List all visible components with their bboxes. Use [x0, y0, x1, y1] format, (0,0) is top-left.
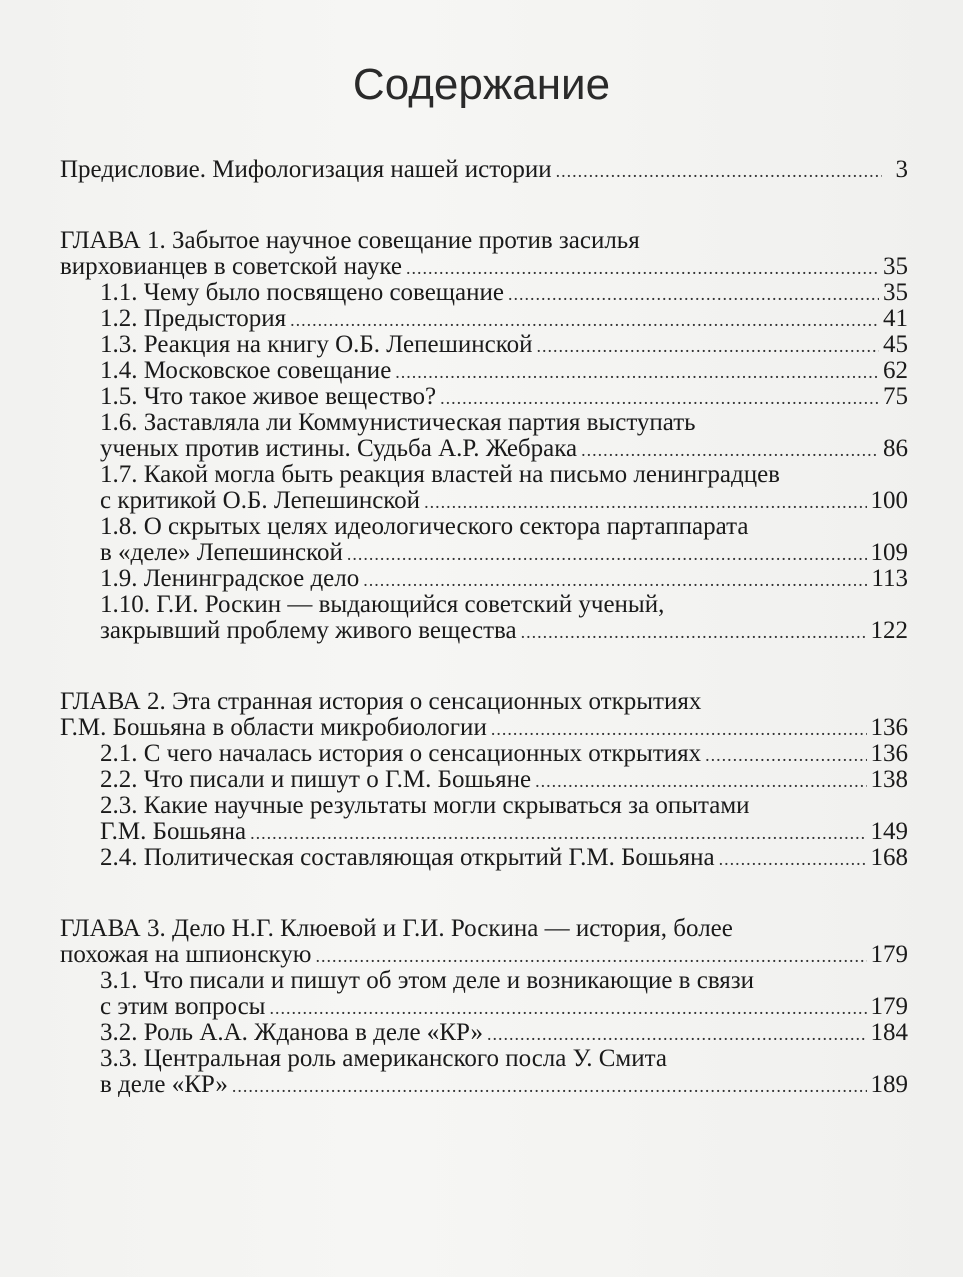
dot-leader	[556, 158, 882, 184]
toc-section	[60, 566, 908, 592]
toc-page-number: 122	[870, 617, 908, 644]
chapter-title-line: вирховианцев в советской науке	[60, 253, 402, 280]
section-title: 1.9. Ленинградское дело	[100, 565, 360, 592]
toc-page-number: 86	[883, 435, 908, 462]
toc-page-number: 100	[870, 487, 908, 514]
section-title: в «деле» Лепешинской	[100, 539, 343, 566]
page-title: Содержание	[352, 60, 611, 109]
dot-leader	[521, 619, 867, 645]
toc-page-number: 189	[870, 1071, 908, 1098]
dot-leader	[290, 307, 879, 333]
toc-page-number: 136	[870, 740, 908, 767]
dot-leader	[705, 742, 866, 768]
chapter-title-line: Г.М. Бошьяна в области микробиологии	[60, 714, 487, 741]
toc-section	[60, 306, 908, 332]
dot-leader	[719, 846, 867, 872]
section-title: 2.2. Что писали и пишут о Г.М. Бошьяне	[100, 766, 532, 793]
toc-page-number: 138	[870, 766, 908, 793]
section-title: 1.6. Заставляла ли Коммунистическая партия выступать	[100, 409, 696, 436]
section-title: 1.1. Чему было посвящено совещание	[100, 279, 505, 306]
section-title: с этим вопросы	[100, 993, 266, 1020]
toc-section	[60, 819, 908, 845]
section-title: закрывший проблему живого вещества	[100, 617, 517, 644]
dot-leader	[406, 255, 879, 281]
toc-section	[60, 488, 908, 514]
dot-leader	[581, 437, 879, 463]
chapter-title-last-line	[60, 715, 908, 741]
toc-page-number: 75	[883, 383, 908, 410]
chapter-title-line: ГЛАВА 2. Эта странная история о сенсационных открытиях	[60, 688, 702, 715]
section-title: с критикой О.Б. Лепешинской	[100, 487, 421, 514]
section-title: 3.1. Что писали и пишут об этом деле и возникающие в связи	[100, 967, 755, 994]
toc-section	[60, 618, 908, 644]
dot-leader	[363, 567, 867, 593]
toc-section	[60, 540, 908, 566]
section-title: 2.3. Какие научные результаты могли скрываться за опытами	[100, 792, 750, 819]
toc-section	[60, 994, 908, 1020]
toc-entry-preface	[60, 157, 908, 183]
section-title: 1.10. Г.И. Роскин — выдающийся советский ученый,	[100, 591, 665, 618]
toc-page-number: 41	[883, 305, 908, 332]
table-of-contents	[60, 157, 908, 1098]
section-title: 3.2. Роль А.А. Жданова в деле «КР»	[100, 1019, 483, 1046]
toc-section	[60, 1020, 908, 1046]
toc-page-number: 35	[883, 253, 908, 280]
toc-page-number: 35	[883, 279, 908, 306]
section-title: 2.1. С чего началась история о сенсационных открытиях	[100, 740, 702, 767]
chapter-2	[60, 689, 908, 871]
toc-section	[60, 1072, 908, 1098]
toc-page-number: 149	[870, 818, 908, 845]
dot-leader	[232, 1073, 867, 1099]
section-title: 1.8. О скрытых целях идеологического сектора партаппарата	[100, 513, 749, 540]
section-title: 2.4. Политическая составляющая открытий Г.М. Бошьяна	[100, 844, 715, 871]
toc-section	[60, 358, 908, 384]
toc-section	[60, 384, 908, 410]
section-title: в деле «КР»	[100, 1071, 228, 1098]
dot-leader	[536, 333, 879, 359]
toc-entry-text: Предисловие. Мифологизация нашей истории	[60, 156, 552, 183]
dot-leader	[269, 995, 866, 1021]
section-title: 3.3. Центральная роль американского посла У. Смита	[100, 1045, 667, 1072]
toc-page-number: 113	[871, 565, 908, 592]
toc-page-number: 179	[870, 941, 908, 968]
toc-section	[60, 741, 908, 767]
section-title: 1.5. Что такое живое вещество?	[100, 383, 437, 410]
dot-leader	[315, 943, 866, 969]
chapter-title-line: ГЛАВА 1. Забытое научное совещание против засилья	[60, 227, 640, 254]
toc-page-number: 109	[870, 539, 908, 566]
section-title: ученых против истины. Судьба А.Р. Жебрака	[100, 435, 578, 462]
chapter-title-line: ГЛАВА 3. Дело Н.Г. Клюевой и Г.И. Роскина — история, более	[60, 915, 733, 942]
chapter-3	[60, 916, 908, 1098]
dot-leader	[347, 541, 867, 567]
toc-page-number: 179	[870, 993, 908, 1020]
dot-leader	[395, 359, 879, 385]
toc-page-number: 3	[895, 156, 908, 183]
dot-leader	[491, 716, 867, 742]
section-title: 1.2. Предыстория	[100, 305, 287, 332]
chapter-1	[60, 228, 908, 644]
dot-leader	[424, 489, 866, 515]
section-title: 1.7. Какой могла быть реакция властей на письмо ленинградцев	[100, 461, 780, 488]
section-title: Г.М. Бошьяна	[100, 818, 247, 845]
toc-page-number: 45	[883, 331, 908, 358]
toc-section	[60, 436, 908, 462]
dot-leader	[487, 1021, 867, 1047]
toc-page-number: 184	[870, 1019, 908, 1046]
dot-leader	[250, 820, 866, 846]
toc-section	[60, 280, 908, 306]
dot-leader	[440, 385, 879, 411]
dot-leader	[535, 768, 866, 794]
chapter-title-line: похожая на шпионскую	[60, 941, 312, 968]
toc-page-number: 62	[883, 357, 908, 384]
chapter-title-last-line	[60, 942, 908, 968]
toc-section	[60, 845, 908, 871]
toc-page-number: 168	[870, 844, 908, 871]
section-title: 1.3. Реакция на книгу О.Б. Лепешинской	[100, 331, 533, 358]
dot-leader	[508, 281, 879, 307]
toc-section	[60, 767, 908, 793]
section-title: 1.4. Московское совещание	[100, 357, 392, 384]
toc-page-number: 136	[870, 714, 908, 741]
chapter-title-last-line	[60, 254, 908, 280]
toc-section	[60, 332, 908, 358]
